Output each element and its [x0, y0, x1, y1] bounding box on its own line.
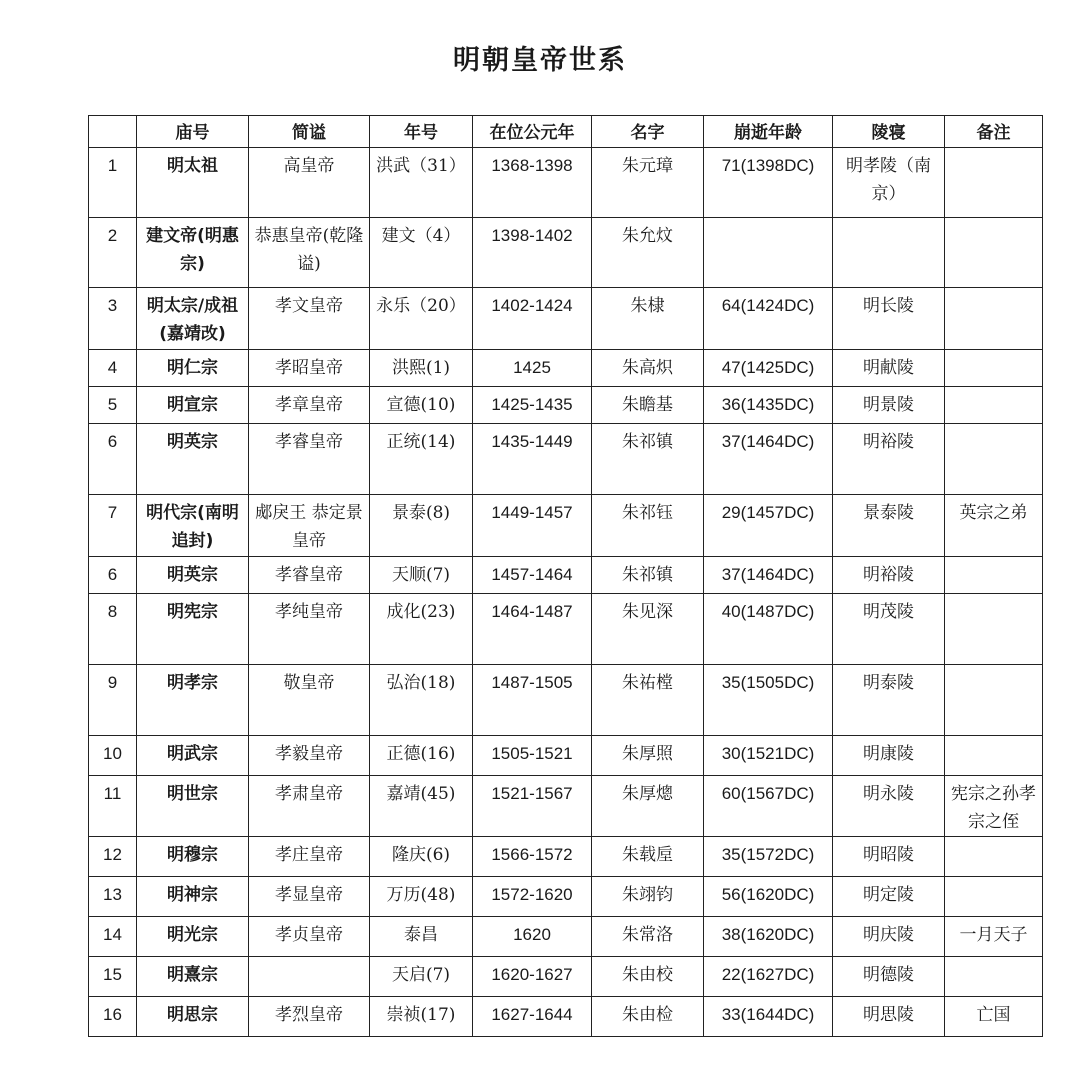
- reign-years-cell: 1521-1567: [473, 776, 592, 837]
- row-number-cell: 12: [89, 837, 137, 877]
- temple-name-cell: 明思宗: [137, 997, 249, 1037]
- posthumous-name-cell: 孝昭皇帝: [249, 350, 370, 387]
- table-row: [89, 495, 1043, 557]
- personal-name-cell: 朱见深: [592, 594, 704, 665]
- table-row: [89, 997, 1043, 1037]
- posthumous-name-cell: 孝毅皇帝: [249, 736, 370, 776]
- row-number-cell: 7: [89, 495, 137, 557]
- reign-years-cell: 1572-1620: [473, 877, 592, 917]
- death-age-cell: 38(1620DC): [704, 917, 833, 957]
- note-cell: [945, 957, 1043, 997]
- reign-years-cell: 1566-1572: [473, 837, 592, 877]
- row-number-cell: 14: [89, 917, 137, 957]
- tomb-cell: 景泰陵: [833, 495, 945, 557]
- death-age-cell: [704, 218, 833, 288]
- row-number-cell: 16: [89, 997, 137, 1037]
- table-row: [89, 594, 1043, 665]
- table-row: [89, 776, 1043, 837]
- personal-name-cell: 朱祐樘: [592, 665, 704, 736]
- temple-name-cell: 建文帝(明惠宗): [137, 218, 249, 288]
- row-number-cell: 13: [89, 877, 137, 917]
- death-age-cell: 64(1424DC): [704, 288, 833, 350]
- posthumous-name-cell: [249, 957, 370, 997]
- row-number-cell: 5: [89, 387, 137, 424]
- personal-name-cell: 朱祁镇: [592, 557, 704, 594]
- row-number-cell: 15: [89, 957, 137, 997]
- era-name-cell: 永乐（20）: [370, 288, 473, 350]
- table-row: [89, 957, 1043, 997]
- death-age-cell: 71(1398DC): [704, 148, 833, 218]
- death-age-cell: 56(1620DC): [704, 877, 833, 917]
- tomb-cell: [833, 218, 945, 288]
- tomb-cell: 明景陵: [833, 387, 945, 424]
- posthumous-name-cell: 孝文皇帝: [249, 288, 370, 350]
- posthumous-name-cell: 孝章皇帝: [249, 387, 370, 424]
- temple-name-cell: 明代宗(南明追封): [137, 495, 249, 557]
- tomb-cell: 明孝陵（南京）: [833, 148, 945, 218]
- reign-years-cell: 1487-1505: [473, 665, 592, 736]
- table-row: [89, 288, 1043, 350]
- reign-years-cell: 1505-1521: [473, 736, 592, 776]
- death-age-cell: 60(1567DC): [704, 776, 833, 837]
- reign-years-cell: 1449-1457: [473, 495, 592, 557]
- posthumous-name-cell: 恭惠皇帝(乾隆谥): [249, 218, 370, 288]
- temple-name-cell: 明神宗: [137, 877, 249, 917]
- reign-years-cell: 1620-1627: [473, 957, 592, 997]
- header-era-name: 年号: [370, 116, 473, 148]
- tomb-cell: 明永陵: [833, 776, 945, 837]
- note-cell: [945, 594, 1043, 665]
- header-row: [89, 116, 1043, 148]
- header-death-age: 崩逝年龄: [704, 116, 833, 148]
- table-row: [89, 557, 1043, 594]
- row-number-cell: 2: [89, 218, 137, 288]
- reign-years-cell: 1425: [473, 350, 592, 387]
- personal-name-cell: 朱厚熜: [592, 776, 704, 837]
- note-cell: [945, 387, 1043, 424]
- temple-name-cell: 明孝宗: [137, 665, 249, 736]
- death-age-cell: 47(1425DC): [704, 350, 833, 387]
- note-cell: [945, 218, 1043, 288]
- note-cell: [945, 424, 1043, 495]
- tomb-cell: 明思陵: [833, 997, 945, 1037]
- death-age-cell: 35(1505DC): [704, 665, 833, 736]
- row-number-cell: 8: [89, 594, 137, 665]
- tomb-cell: 明长陵: [833, 288, 945, 350]
- table-row: [89, 837, 1043, 877]
- death-age-cell: 29(1457DC): [704, 495, 833, 557]
- temple-name-cell: 明世宗: [137, 776, 249, 837]
- row-number-cell: 4: [89, 350, 137, 387]
- note-cell: 一月天子: [945, 917, 1043, 957]
- death-age-cell: 30(1521DC): [704, 736, 833, 776]
- posthumous-name-cell: 孝纯皇帝: [249, 594, 370, 665]
- era-name-cell: 弘治(18): [370, 665, 473, 736]
- tomb-cell: 明献陵: [833, 350, 945, 387]
- table-row: [89, 736, 1043, 776]
- temple-name-cell: 明宣宗: [137, 387, 249, 424]
- reign-years-cell: 1627-1644: [473, 997, 592, 1037]
- era-name-cell: 宣德(10): [370, 387, 473, 424]
- posthumous-name-cell: 孝烈皇帝: [249, 997, 370, 1037]
- tomb-cell: 明泰陵: [833, 665, 945, 736]
- era-name-cell: 成化(23): [370, 594, 473, 665]
- table-row: [89, 424, 1043, 495]
- row-number-cell: 9: [89, 665, 137, 736]
- tomb-cell: 明裕陵: [833, 557, 945, 594]
- death-age-cell: 22(1627DC): [704, 957, 833, 997]
- death-age-cell: 40(1487DC): [704, 594, 833, 665]
- table-row: [89, 218, 1043, 288]
- row-number-cell: 10: [89, 736, 137, 776]
- death-age-cell: 35(1572DC): [704, 837, 833, 877]
- temple-name-cell: 明太宗/成祖(嘉靖改): [137, 288, 249, 350]
- reign-years-cell: 1457-1464: [473, 557, 592, 594]
- era-name-cell: 景泰(8): [370, 495, 473, 557]
- note-cell: [945, 837, 1043, 877]
- header-reign-years: 在位公元年: [473, 116, 592, 148]
- death-age-cell: 37(1464DC): [704, 424, 833, 495]
- personal-name-cell: 朱常洛: [592, 917, 704, 957]
- personal-name-cell: 朱高炽: [592, 350, 704, 387]
- emperor-table: [88, 115, 1043, 1037]
- reign-years-cell: 1402-1424: [473, 288, 592, 350]
- reign-years-cell: 1368-1398: [473, 148, 592, 218]
- reign-years-cell: 1398-1402: [473, 218, 592, 288]
- tomb-cell: 明定陵: [833, 877, 945, 917]
- era-name-cell: 洪熙(1): [370, 350, 473, 387]
- personal-name-cell: 朱棣: [592, 288, 704, 350]
- era-name-cell: 崇祯(17): [370, 997, 473, 1037]
- table-row: [89, 877, 1043, 917]
- reign-years-cell: 1435-1449: [473, 424, 592, 495]
- era-name-cell: 正德(16): [370, 736, 473, 776]
- header-posthumous-name: 简谥: [249, 116, 370, 148]
- row-number-cell: 6: [89, 424, 137, 495]
- era-name-cell: 天启(7): [370, 957, 473, 997]
- tomb-cell: 明庆陵: [833, 917, 945, 957]
- note-cell: 英宗之弟: [945, 495, 1043, 557]
- posthumous-name-cell: 高皇帝: [249, 148, 370, 218]
- tomb-cell: 明裕陵: [833, 424, 945, 495]
- era-name-cell: 万历(48): [370, 877, 473, 917]
- table-row: [89, 387, 1043, 424]
- temple-name-cell: 明仁宗: [137, 350, 249, 387]
- temple-name-cell: 明太祖: [137, 148, 249, 218]
- temple-name-cell: 明熹宗: [137, 957, 249, 997]
- tomb-cell: 明康陵: [833, 736, 945, 776]
- reign-years-cell: 1464-1487: [473, 594, 592, 665]
- row-number-cell: 11: [89, 776, 137, 837]
- posthumous-name-cell: 孝肃皇帝: [249, 776, 370, 837]
- table-row: [89, 917, 1043, 957]
- temple-name-cell: 明英宗: [137, 424, 249, 495]
- document-title: 明朝皇帝世系: [453, 45, 627, 76]
- row-number-cell: 1: [89, 148, 137, 218]
- note-cell: [945, 736, 1043, 776]
- era-name-cell: 嘉靖(45): [370, 776, 473, 837]
- reign-years-cell: 1620: [473, 917, 592, 957]
- table-row: [89, 148, 1043, 218]
- posthumous-name-cell: 郕戾王 恭定景皇帝: [249, 495, 370, 557]
- posthumous-name-cell: 孝庄皇帝: [249, 837, 370, 877]
- temple-name-cell: 明光宗: [137, 917, 249, 957]
- temple-name-cell: 明武宗: [137, 736, 249, 776]
- header-number: [89, 116, 137, 148]
- note-cell: [945, 665, 1043, 736]
- row-number-cell: 3: [89, 288, 137, 350]
- posthumous-name-cell: 孝贞皇帝: [249, 917, 370, 957]
- era-name-cell: 泰昌: [370, 917, 473, 957]
- reign-years-cell: 1425-1435: [473, 387, 592, 424]
- era-name-cell: 正统(14): [370, 424, 473, 495]
- header-temple-name: 庙号: [137, 116, 249, 148]
- era-name-cell: 建文（4）: [370, 218, 473, 288]
- tomb-cell: 明德陵: [833, 957, 945, 997]
- death-age-cell: 36(1435DC): [704, 387, 833, 424]
- table-row: [89, 350, 1043, 387]
- personal-name-cell: 朱祁钰: [592, 495, 704, 557]
- row-number-cell: 6: [89, 557, 137, 594]
- personal-name-cell: 朱瞻基: [592, 387, 704, 424]
- note-cell: [945, 557, 1043, 594]
- personal-name-cell: 朱祁镇: [592, 424, 704, 495]
- death-age-cell: 33(1644DC): [704, 997, 833, 1037]
- personal-name-cell: 朱翊钧: [592, 877, 704, 917]
- tomb-cell: 明茂陵: [833, 594, 945, 665]
- tomb-cell: 明昭陵: [833, 837, 945, 877]
- note-cell: [945, 877, 1043, 917]
- note-cell: 亡国: [945, 997, 1043, 1037]
- header-personal-name: 名字: [592, 116, 704, 148]
- posthumous-name-cell: 孝睿皇帝: [249, 557, 370, 594]
- era-name-cell: 隆庆(6): [370, 837, 473, 877]
- personal-name-cell: 朱元璋: [592, 148, 704, 218]
- note-cell: [945, 148, 1043, 218]
- note-cell: [945, 288, 1043, 350]
- personal-name-cell: 朱载垕: [592, 837, 704, 877]
- era-name-cell: 洪武（31）: [370, 148, 473, 218]
- personal-name-cell: 朱厚照: [592, 736, 704, 776]
- table-row: [89, 665, 1043, 736]
- note-cell: [945, 350, 1043, 387]
- posthumous-name-cell: 孝睿皇帝: [249, 424, 370, 495]
- temple-name-cell: 明英宗: [137, 557, 249, 594]
- personal-name-cell: 朱由校: [592, 957, 704, 997]
- posthumous-name-cell: 敬皇帝: [249, 665, 370, 736]
- temple-name-cell: 明穆宗: [137, 837, 249, 877]
- posthumous-name-cell: 孝显皇帝: [249, 877, 370, 917]
- temple-name-cell: 明宪宗: [137, 594, 249, 665]
- note-cell: 宪宗之孙孝宗之侄: [945, 776, 1043, 837]
- header-note: 备注: [945, 116, 1043, 148]
- personal-name-cell: 朱由检: [592, 997, 704, 1037]
- header-tomb: 陵寝: [833, 116, 945, 148]
- death-age-cell: 37(1464DC): [704, 557, 833, 594]
- personal-name-cell: 朱允炆: [592, 218, 704, 288]
- era-name-cell: 天顺(7): [370, 557, 473, 594]
